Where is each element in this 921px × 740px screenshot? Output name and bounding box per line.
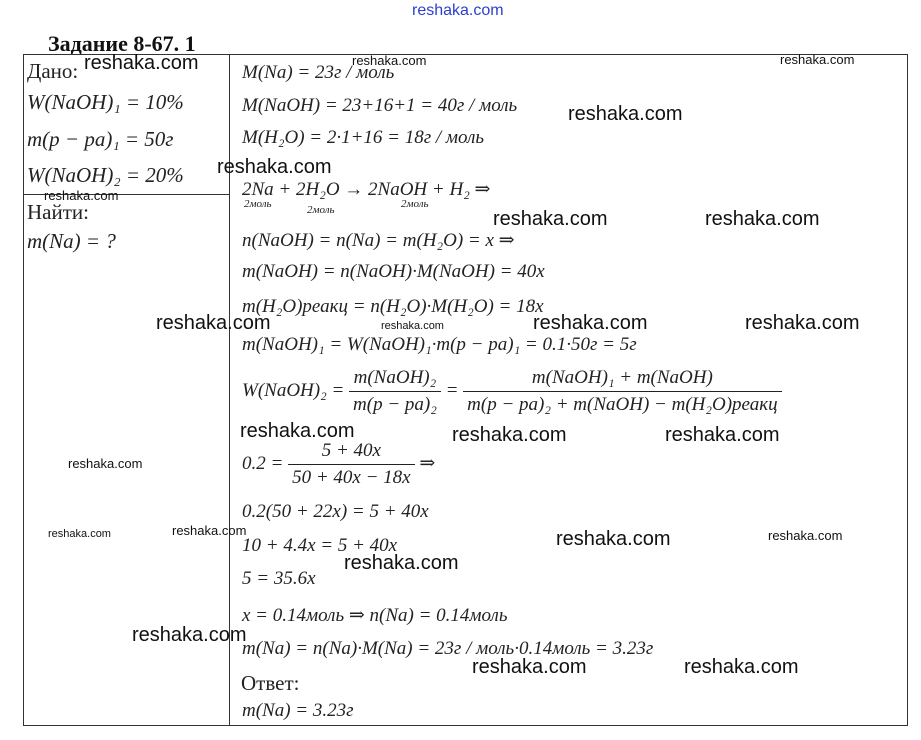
eq-left: 0.2 = <box>242 452 284 474</box>
watermark: reshaka.com <box>452 424 567 446</box>
w2-fraction-line <box>242 367 782 416</box>
watermark: reshaka.com <box>217 156 332 178</box>
moles-equal-line: n(NaOH) = n(Na) = m(H₂O) = x ⇒ <box>242 230 515 251</box>
watermark: reshaka.com <box>665 424 780 446</box>
solve-line-4: x = 0.14моль ⇒ n(Na) = 0.14моль <box>242 605 508 626</box>
watermark: reshaka.com <box>745 312 860 334</box>
mass-naoh-line: m(NaOH) = n(NaOH)·M(NaOH) = 40x <box>242 261 545 282</box>
molar-mass-h2o: M(H₂O) = 2·1+16 = 18г / моль <box>242 127 485 148</box>
watermark: reshaka.com <box>352 53 427 68</box>
mass-naoh1-line: m(NaOH)₁ = W(NaOH)₁·m(p − pa)₁ = 0.1·50г = 5г <box>242 334 637 355</box>
watermark: reshaka.com <box>472 656 587 678</box>
fraction-3 <box>288 440 415 489</box>
reaction-coef-na: 2моль <box>244 198 272 210</box>
given-m1: m(p − pa)₁ = 50г <box>27 127 174 151</box>
equation-fraction-line <box>242 440 435 489</box>
reaction-equation: 2Na + 2H₂O → 2NaOH + H₂ ⇒ <box>242 179 491 200</box>
watermark: reshaka.com <box>48 528 111 540</box>
watermark: reshaka.com <box>84 52 199 74</box>
watermark: reshaka.com <box>381 320 444 332</box>
fraction-3-num: 5 + 40x <box>288 440 415 465</box>
reaction-coef-naoh: 2моль <box>401 198 429 210</box>
fraction-2-num: m(NaOH)₁ + m(NaOH) <box>463 367 781 392</box>
given-w2: W(NaOH)₂ = 20% <box>27 163 184 187</box>
fraction-1 <box>349 367 441 416</box>
watermark: reshaka.com <box>132 624 247 646</box>
watermark: reshaka.com <box>240 420 355 442</box>
final-mass-line: m(Na) = n(Na)·M(Na) = 23г / моль·0.14моль = 3.23г <box>242 638 654 659</box>
given-w1: W(NaOH)₁ = 10% <box>27 90 184 114</box>
watermark: reshaka.com <box>684 656 799 678</box>
fraction-1-den: m(p − pa)₂ <box>353 394 437 415</box>
watermark: reshaka.com <box>344 552 459 574</box>
fraction-2 <box>463 367 781 416</box>
task-title: Задание 8-67. 1 <box>48 31 196 56</box>
watermark: reshaka.com <box>556 528 671 550</box>
fraction-2-den: m(p − pa)₂ + m(NaOH) − m(H₂O)реакц <box>467 394 778 415</box>
watermark: reshaka.com <box>156 312 271 334</box>
answer-heading: Ответ: <box>241 671 300 695</box>
equals-sign: = <box>445 379 459 401</box>
fraction-3-den: 50 + 40x − 18x <box>292 467 411 488</box>
mass-h2o-line: m(H₂O)реакц = n(H₂O)·M(H₂O) = 18x <box>242 296 544 317</box>
watermark: reshaka.com <box>172 523 247 538</box>
w2-left: W(NaOH)₂ = <box>242 379 345 401</box>
given-heading: Дано: <box>27 59 79 83</box>
watermark: reshaka.com <box>68 456 143 471</box>
molar-mass-naoh: M(NaOH) = 23+16+1 = 40г / моль <box>242 95 518 116</box>
watermark: reshaka.com <box>533 312 648 334</box>
find-heading: Найти: <box>27 200 89 224</box>
watermark: reshaka.com <box>780 52 855 67</box>
implies-arrow: ⇒ <box>419 452 436 474</box>
answer-value: m(Na) = 3.23г <box>242 700 354 721</box>
solve-line-1: 0.2(50 + 22x) = 5 + 40x <box>242 501 429 522</box>
watermark: reshaka.com <box>705 208 820 230</box>
fraction-1-num: m(NaOH)₂ <box>349 367 441 392</box>
site-link[interactable]: reshaka.com <box>412 2 504 19</box>
molar-mass-na: M(Na) = 23г / моль <box>242 62 395 83</box>
watermark: reshaka.com <box>568 103 683 125</box>
watermark: reshaka.com <box>44 188 119 203</box>
find-target: m(Na) = ? <box>27 229 116 253</box>
watermark: reshaka.com <box>493 208 608 230</box>
solve-line-2: 10 + 4.4x = 5 + 40x <box>242 535 398 556</box>
watermark: reshaka.com <box>768 528 843 543</box>
solve-line-3: 5 = 35.6x <box>242 568 316 589</box>
reaction-coef-h2o: 2моль <box>307 204 335 216</box>
